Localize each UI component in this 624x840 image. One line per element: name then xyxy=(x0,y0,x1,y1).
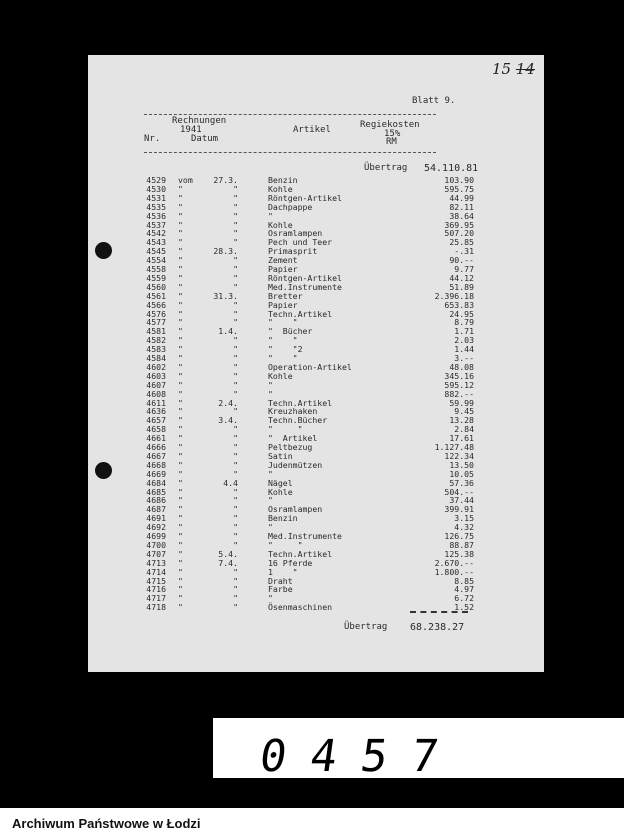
row-amount: 504.-- xyxy=(444,486,474,497)
row-number: 4699 xyxy=(146,531,166,541)
row-number: 4603 xyxy=(146,370,166,381)
row-date: " xyxy=(233,450,238,461)
row-amount: 103.90 xyxy=(444,175,474,185)
row-article: Med.Instrumente xyxy=(268,531,342,541)
row-vom: " xyxy=(178,210,183,221)
row-amount: 399.91 xyxy=(444,504,474,515)
row-date: " xyxy=(233,459,238,470)
row-number: 4542 xyxy=(146,228,166,239)
row-number: 4535 xyxy=(146,201,166,212)
row-number: 4716 xyxy=(146,584,166,595)
row-vom: " xyxy=(178,344,183,355)
row-number: 4608 xyxy=(146,388,166,399)
header-datum: Datum xyxy=(191,134,219,144)
row-amount: 3.-- xyxy=(454,353,474,363)
row-date: " xyxy=(233,602,238,613)
row-date: 28.3. xyxy=(213,246,238,257)
row-number: 4685 xyxy=(146,486,166,497)
row-article: Kohle xyxy=(268,486,293,497)
row-amount: 3.15 xyxy=(454,513,474,524)
pencil-page-number xyxy=(492,60,535,78)
row-amount: 44.12 xyxy=(449,272,474,283)
row-amount: 9.45 xyxy=(454,406,474,417)
row-number: 4545 xyxy=(146,246,166,257)
row-vom: " xyxy=(178,459,183,470)
row-number: 4668 xyxy=(146,459,166,470)
row-number: 4558 xyxy=(146,264,166,274)
row-vom: " xyxy=(178,593,183,604)
row-date: " xyxy=(233,299,238,310)
row-number: 4700 xyxy=(146,539,166,550)
archive-footer xyxy=(0,808,624,840)
row-article: " " xyxy=(268,317,298,328)
row-vom: " xyxy=(178,326,183,337)
row-vom: " xyxy=(178,353,183,363)
row-vom: " xyxy=(178,433,183,444)
header-nr: Nr. xyxy=(144,134,161,144)
row-date: " xyxy=(233,361,238,372)
row-date: " xyxy=(233,308,238,319)
row-number: 4582 xyxy=(146,335,166,346)
row-vom: " xyxy=(178,450,183,461)
row-article: " xyxy=(268,593,273,604)
row-date: " xyxy=(233,255,238,266)
row-date: 31.3. xyxy=(213,290,238,301)
row-number: 4529 xyxy=(146,175,166,185)
row-amount: 24.95 xyxy=(449,308,474,319)
row-article: Osramlampen xyxy=(268,228,323,239)
row-number: 4530 xyxy=(146,183,166,194)
row-date: " xyxy=(233,468,238,479)
row-vom: " xyxy=(178,566,183,577)
uebertrag-bottom-label: Übertrag xyxy=(344,622,388,632)
row-vom: " xyxy=(178,468,183,479)
row-article: Kohle xyxy=(268,183,293,194)
row-article: Dachpappe xyxy=(268,201,313,212)
row-article: Röntgen-Artikel xyxy=(268,272,342,283)
header-top-rule xyxy=(144,114,436,115)
pencil-number: 15 xyxy=(492,60,512,78)
row-vom: " xyxy=(178,299,183,310)
row-amount: 57.36 xyxy=(449,477,474,488)
row-amount: 345.16 xyxy=(444,370,474,381)
row-vom: " xyxy=(178,575,183,586)
row-number: 4581 xyxy=(146,326,166,337)
row-number: 4707 xyxy=(146,548,166,559)
blatt-label: Blatt 9. xyxy=(412,96,456,106)
uebertrag-top-amount: 54.110.81 xyxy=(424,163,479,174)
row-amount: 88.87 xyxy=(449,539,474,550)
header-regiekosten: Regiekosten xyxy=(360,120,420,130)
row-vom: " xyxy=(178,255,183,266)
row-amount: 37.44 xyxy=(449,495,474,506)
row-date: " xyxy=(233,495,238,506)
row-date: " xyxy=(233,219,238,230)
row-amount: 2.396.18 xyxy=(434,290,474,301)
row-article: Nägel xyxy=(268,477,293,488)
row-article: Draht xyxy=(268,575,293,586)
row-number: 4607 xyxy=(146,379,166,390)
row-article: Röntgen-Artikel xyxy=(268,192,342,203)
row-vom: " xyxy=(178,495,183,506)
header-artikel: Artikel xyxy=(293,125,331,135)
row-number: 4715 xyxy=(146,575,166,586)
row-article: " xyxy=(268,495,273,506)
row-date: " xyxy=(233,442,238,452)
row-date: " xyxy=(233,237,238,248)
row-amount: 882.-- xyxy=(444,388,474,399)
row-vom: " xyxy=(178,531,183,541)
row-number: 4718 xyxy=(146,602,166,613)
row-number: 4713 xyxy=(146,557,166,568)
table-row xyxy=(88,603,544,612)
row-vom: " xyxy=(178,237,183,248)
total-rule xyxy=(410,611,468,613)
row-amount: 13.28 xyxy=(449,415,474,426)
row-number: 4560 xyxy=(146,281,166,292)
row-number: 4687 xyxy=(146,504,166,515)
row-vom: " xyxy=(178,539,183,550)
row-date: " xyxy=(233,370,238,381)
row-article: Techn.Artikel xyxy=(268,397,333,408)
row-amount: 595.12 xyxy=(444,379,474,390)
row-article: " " xyxy=(268,335,298,346)
row-amount: 369.95 xyxy=(444,219,474,230)
row-date: " xyxy=(233,584,238,595)
row-date: " xyxy=(233,531,238,541)
row-date: " xyxy=(233,281,238,292)
row-number: 4584 xyxy=(146,353,166,363)
row-number: 4536 xyxy=(146,210,166,221)
row-amount: 59.99 xyxy=(449,397,474,408)
row-date: " xyxy=(233,504,238,515)
row-amount: 51.89 xyxy=(449,281,474,292)
row-number: 4717 xyxy=(146,593,166,604)
row-number: 4657 xyxy=(146,415,166,426)
row-number: 4583 xyxy=(146,344,166,355)
row-date: " xyxy=(233,335,238,346)
row-article: Pech und Teer xyxy=(268,237,333,248)
row-vom: " xyxy=(178,201,183,212)
row-date: 4.4 xyxy=(223,477,238,488)
uebertrag-bottom-amount: 68.238.27 xyxy=(410,622,465,633)
row-amount: 2.670.-- xyxy=(434,557,474,568)
header-rm: RM xyxy=(386,137,397,147)
row-amount: 595.75 xyxy=(444,183,474,194)
row-vom: " xyxy=(178,264,183,274)
row-article: Benzin xyxy=(268,513,298,524)
row-amount: 8.85 xyxy=(454,575,474,586)
row-date: 27.3. xyxy=(213,175,238,185)
row-amount: 4.97 xyxy=(454,584,474,595)
row-vom: " xyxy=(178,504,183,515)
row-article: Techn.Artikel xyxy=(268,308,333,319)
row-article: 16 Pferde xyxy=(268,557,313,568)
row-amount: 44.99 xyxy=(449,192,474,203)
row-article: Benzin xyxy=(268,175,298,185)
row-article: Osramlampen xyxy=(268,504,323,515)
row-number: 4611 xyxy=(146,397,166,408)
punch-hole-bottom xyxy=(95,462,112,479)
header-percent: 15% xyxy=(384,129,401,139)
row-article: Techn.Artikel xyxy=(268,548,333,559)
row-amount: 2.84 xyxy=(454,424,474,435)
row-article: " xyxy=(268,468,273,479)
row-amount: 1.71 xyxy=(454,326,474,337)
row-vom: " xyxy=(178,424,183,435)
row-date: " xyxy=(233,210,238,221)
row-vom: " xyxy=(178,415,183,426)
row-vom: " xyxy=(178,308,183,319)
row-date: " xyxy=(233,406,238,417)
row-amount: 1.44 xyxy=(454,344,474,355)
row-vom: " xyxy=(178,361,183,372)
row-article: " xyxy=(268,388,273,399)
row-number: 4577 xyxy=(146,317,166,328)
row-date: " xyxy=(233,522,238,533)
row-amount: 1.800.-- xyxy=(434,566,474,577)
row-vom: " xyxy=(178,513,183,524)
row-amount: 6.72 xyxy=(454,593,474,604)
film-frame-number: 0457 xyxy=(256,731,466,782)
archive-name: Archiwum Państwowe w Łodzi xyxy=(12,816,201,831)
row-amount: 82.11 xyxy=(449,201,474,212)
row-article: Zement xyxy=(268,255,298,266)
row-article: " xyxy=(268,379,273,390)
row-date: " xyxy=(233,228,238,239)
row-number: 4714 xyxy=(146,566,166,577)
row-vom: " xyxy=(178,290,183,301)
row-article: " xyxy=(268,522,273,533)
row-vom: " xyxy=(178,272,183,283)
row-vom: " xyxy=(178,486,183,497)
row-article: Bretter xyxy=(268,290,303,301)
row-article: Med.Instrumente xyxy=(268,281,342,292)
uebertrag-top-label: Übertrag xyxy=(364,163,408,173)
row-number: 4537 xyxy=(146,219,166,230)
row-vom: " xyxy=(178,557,183,568)
row-article: Judenmützen xyxy=(268,459,323,470)
row-number: 4559 xyxy=(146,272,166,283)
row-vom: " xyxy=(178,219,183,230)
row-article: Farbe xyxy=(268,584,293,595)
row-date: " xyxy=(233,388,238,399)
row-vom: " xyxy=(178,379,183,390)
row-vom: " xyxy=(178,584,183,595)
row-date: 2.4. xyxy=(218,397,238,408)
row-article: " " xyxy=(268,539,303,550)
row-amount: 9.77 xyxy=(454,264,474,274)
row-number: 4658 xyxy=(146,424,166,435)
row-amount: 653.83 xyxy=(444,299,474,310)
row-number: 4554 xyxy=(146,255,166,266)
row-date: " xyxy=(233,593,238,604)
row-date: 3.4. xyxy=(218,415,238,426)
row-date: " xyxy=(233,192,238,203)
row-date: " xyxy=(233,272,238,283)
row-number: 4531 xyxy=(146,192,166,203)
row-amount: 38.64 xyxy=(449,210,474,221)
row-article: Papier xyxy=(268,264,298,274)
row-date: " xyxy=(233,575,238,586)
row-date: 7.4. xyxy=(218,557,238,568)
row-number: 4636 xyxy=(146,406,166,417)
row-article: Primasprit xyxy=(268,246,318,257)
row-amount: 507.20 xyxy=(444,228,474,239)
row-vom: " xyxy=(178,335,183,346)
row-number: 4566 xyxy=(146,299,166,310)
row-vom: " xyxy=(178,397,183,408)
row-vom: " xyxy=(178,281,183,292)
row-article: " xyxy=(268,210,273,221)
row-date: " xyxy=(233,201,238,212)
row-article: " " xyxy=(268,424,303,435)
row-date: " xyxy=(233,424,238,435)
row-article: Kohle xyxy=(268,370,293,381)
row-vom: vom xyxy=(178,175,193,185)
row-article: " " xyxy=(268,353,298,363)
row-amount: 48.08 xyxy=(449,361,474,372)
row-number: 4691 xyxy=(146,513,166,524)
row-date: " xyxy=(233,539,238,550)
row-article: " Bücher xyxy=(268,326,313,337)
row-amount: 8.79 xyxy=(454,317,474,328)
row-amount: 90.-- xyxy=(449,255,474,266)
row-article: Peltbezug xyxy=(268,442,313,452)
row-date: " xyxy=(233,317,238,328)
document-page xyxy=(88,55,544,672)
row-number: 4666 xyxy=(146,442,166,452)
row-article: Kohle xyxy=(268,219,293,230)
row-vom: " xyxy=(178,246,183,257)
row-vom: " xyxy=(178,406,183,417)
row-date: " xyxy=(233,353,238,363)
row-article: Techn.Bücher xyxy=(268,415,328,426)
row-vom: " xyxy=(178,442,183,452)
punch-hole-top xyxy=(95,242,112,259)
row-date: " xyxy=(233,486,238,497)
row-date: " xyxy=(233,513,238,524)
row-vom: " xyxy=(178,183,183,194)
row-amount: 125.38 xyxy=(444,548,474,559)
pencil-number-crossed: 14 xyxy=(515,60,535,78)
row-vom: " xyxy=(178,317,183,328)
row-date: " xyxy=(233,433,238,444)
header-year: 1941 xyxy=(180,125,202,135)
row-article: Operation-Artikel xyxy=(268,361,352,372)
row-vom: " xyxy=(178,370,183,381)
row-number: 4692 xyxy=(146,522,166,533)
row-article: 1 " xyxy=(268,566,298,577)
row-vom: " xyxy=(178,602,183,613)
row-date: " xyxy=(233,379,238,390)
row-number: 4667 xyxy=(146,450,166,461)
row-date: " xyxy=(233,264,238,274)
row-vom: " xyxy=(178,477,183,488)
row-number: 4576 xyxy=(146,308,166,319)
row-vom: " xyxy=(178,522,183,533)
row-number: 4669 xyxy=(146,468,166,479)
row-amount: 10.05 xyxy=(449,468,474,479)
row-article: " "2 xyxy=(268,344,303,355)
header-bottom-rule xyxy=(144,152,436,153)
row-number: 4543 xyxy=(146,237,166,248)
row-article: Papier xyxy=(268,299,298,310)
row-date: " xyxy=(233,183,238,194)
row-article: Kreuzhaken xyxy=(268,406,318,417)
row-number: 4561 xyxy=(146,290,166,301)
row-article: Ösenmaschinen xyxy=(268,602,333,613)
row-amount: 25.85 xyxy=(449,237,474,248)
row-number: 4686 xyxy=(146,495,166,506)
row-article: " Artikel xyxy=(268,433,318,444)
row-vom: " xyxy=(178,228,183,239)
row-date: 5.4. xyxy=(218,548,238,559)
row-vom: " xyxy=(178,548,183,559)
row-amount: 122.34 xyxy=(444,450,474,461)
row-number: 4602 xyxy=(146,361,166,372)
row-vom: " xyxy=(178,388,183,399)
row-vom: " xyxy=(178,192,183,203)
row-amount: 4.32 xyxy=(454,522,474,533)
row-amount: 17.61 xyxy=(449,433,474,444)
row-date: " xyxy=(233,344,238,355)
header-rechnungen: Rechnungen xyxy=(172,116,227,126)
row-date: " xyxy=(233,566,238,577)
row-amount: -.31 xyxy=(454,246,474,257)
row-article: Satin xyxy=(268,450,293,461)
row-amount: 1.127.48 xyxy=(434,442,474,452)
row-number: 4684 xyxy=(146,477,166,488)
row-amount: 13.50 xyxy=(449,459,474,470)
row-amount: 2.03 xyxy=(454,335,474,346)
row-amount: 1.52 xyxy=(454,602,474,613)
row-number: 4661 xyxy=(146,433,166,444)
row-amount: 126.75 xyxy=(444,531,474,541)
row-date: 1.4. xyxy=(218,326,238,337)
